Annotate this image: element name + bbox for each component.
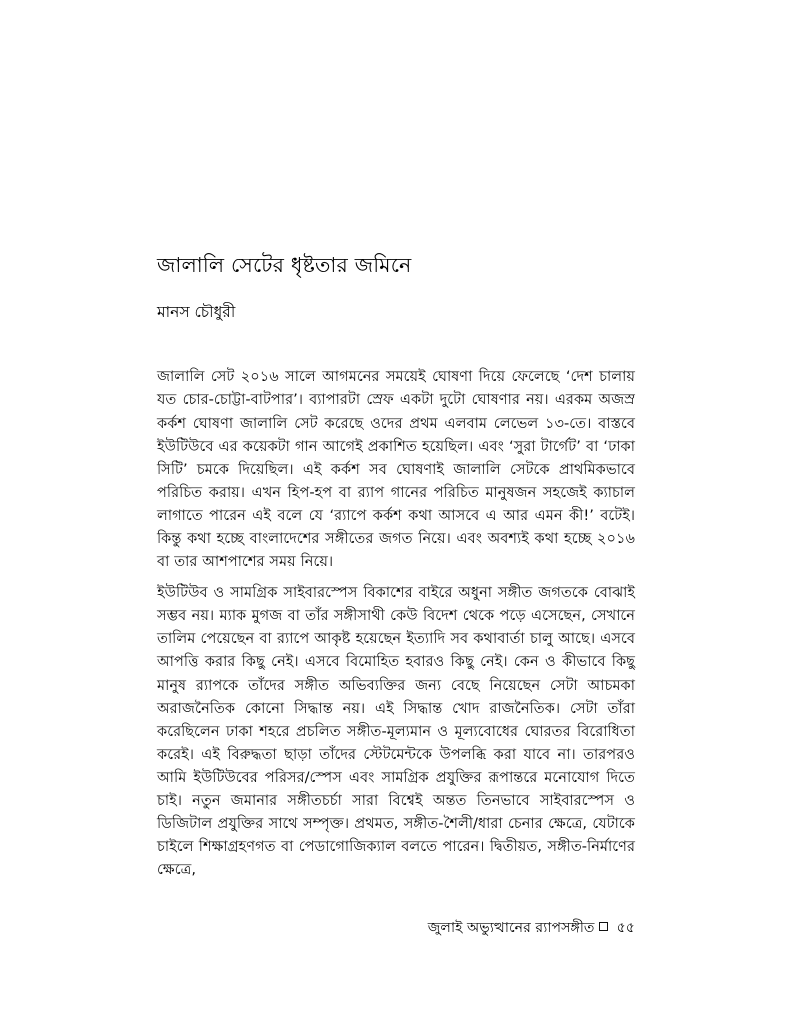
article-content-block (157, 252, 635, 881)
footer-running-title: জুলাই অভ্যুত্থানের র‍্যাপসঙ্গীত (427, 920, 595, 936)
body-paragraph-2: ইউটিউব ও সামগ্রিক সাইবারস্পেস বিকাশের বাইরে অধুনা সঙ্গীত জগতকে বোঝাই সম্ভব নয়। ম্যাক মুগজ বা তাঁর সঙ্গীসাথী কেউ বিদেশ থেকে পড়ে এসেছেন, সেখানে তালিম পেয়েছেন বা র‍্যাপে আকৃষ্ট হয়েছেন ইত্যাদি সব কথাবার্তা চালু আছে। এসবে আপত্তি করার কিছু নেই। এসবে বিমোহিত হবারও কিছু নেই। কেন ও কীভাবে কিছু মানুষ র‍্যাপকে তাঁদের সঙ্গীত অভিব্যক্তির জন্য বেছে নিয়েছেন সেটা আচমকা অরাজনৈতিক কোনো সিদ্ধান্ত নয়। এই সিদ্ধান্ত খোদ রাজনৈতিক। সেটা তাঁরা করেছিলেন ঢাকা শহরে প্রচলিত সঙ্গীত-মূল্যমান ও মূল্যবোধের ঘোরতর বিরোধিতা করেই। এই বিরুদ্ধতা ছাড়া তাঁদের স্টেটমেন্টকে উপলব্ধি করা যাবে না। তারপরও আমি ইউটিউবের পরিসর/স্পেস এবং সামগ্রিক প্রযুক্তির রূপান্তরে মনোযোগ দিতে চাই। নতুন জমানার সঙ্গীতচর্চা সারা বিশ্বেই অন্তত তিনভাবে সাইবারস্পেস ও ডিজিটাল প্রযুক্তির সাথে সম্পৃক্ত। প্রথমত, সঙ্গীত-শৈলী/ধারা চেনার ক্ষেত্রে, যেটাকে চাইলে শিক্ষাগ্রহণগত বা পেডাগোজিক্যাল বলতে পারেন। দ্বিতীয়ত, সঙ্গীত-নির্মাণের ক্ষেত্রে, (157, 584, 635, 879)
body-paragraph-1: জালালি সেট ২০১৬ সালে আগমনের সময়েই ঘোষণা দিয়ে ফেলেছে ‘দেশ চালায় যত চোর-চোট্টা-বাটপার’। ব্যাপারটা স্রেফ একটা দুটো ঘোষণার নয়। এরকম অজস্র কর্কশ ঘোষণা জালালি সেট করেছে ওদের প্রথম এলবাম লেভেল ১৩-তে। বাস্তবে ইউটিউবে এর কয়েকটা গান আগেই প্রকাশিত হয়েছিল। এবং ‘সুরা টার্গেট’ বা ‘ঢাকা সিটি’ চমকে দিয়েছিল। এই কর্কশ সব ঘোষণাই জালালি সেটকে প্রাথমিকভাবে পরিচিত করায়। এখন হিপ-হপ বা র‍্যাপ গানের পরিচিত মানুষজন সহজেই ক্যাচাল লাগাতে পারেন এই বলে যে ‘র‍্যাপে কর্কশ কথা আসবে এ আর এমন কী!’ বটেই। কিন্তু কথা হচ্ছে বাংলাদেশের সঙ্গীতের জগত নিয়ে। এবং অবশ্যই কথা হচ্ছে ২০১৬ বা তার আশপাশের সময় নিয়ে। (157, 368, 635, 571)
page-title: জালালি সেটের ধৃষ্টতার জমিনে (157, 253, 412, 277)
page-footer (157, 918, 635, 938)
page-number: ৫৫ (616, 920, 635, 936)
missing-glyph-box-icon (599, 922, 608, 931)
article-author: মানস চৌধুরী (157, 302, 236, 321)
article-body (157, 365, 635, 881)
